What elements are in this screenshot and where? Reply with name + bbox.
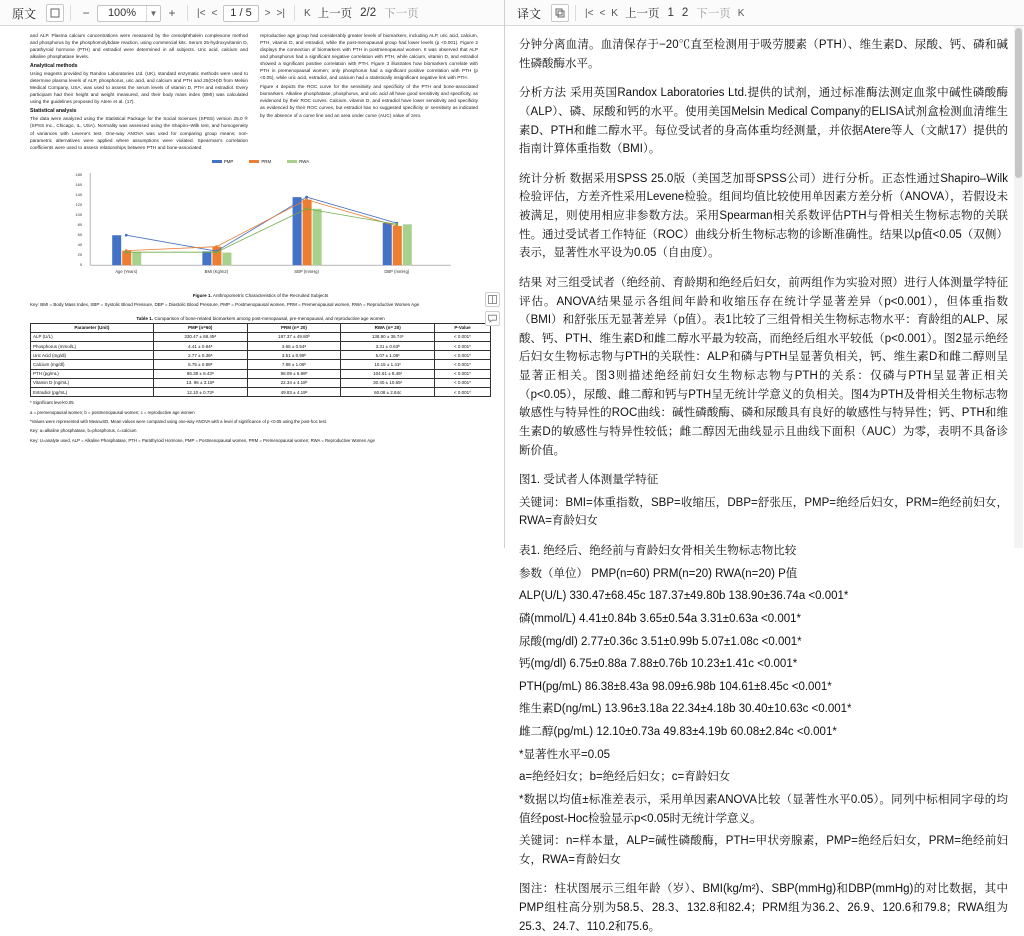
table-cell: Uric Acid (mg/dl) <box>31 351 154 360</box>
prev-page-button[interactable]: < <box>211 7 218 19</box>
divider <box>294 5 295 21</box>
table-cell: Vitamin D (ng/mL) <box>31 378 154 387</box>
translation-figure-key: 关键词：BMI=体重指数，SBP=收缩压，DBP=舒张压，PMP=绝经后妇女，PRM=绝经前妇女，RWA=育龄妇女 <box>519 496 1008 528</box>
table-caption-label: Table 1. <box>136 315 154 321</box>
page-up-icon[interactable]: K <box>303 7 311 19</box>
translation-pane[interactable] <box>505 26 1024 933</box>
table-column-header: PMP (n=60) <box>153 323 247 332</box>
paragraph-analytical-methods: Using reagents provided by Randox Laboratories Ltd. (UK), standard enzymatic methods were used to determine plasma levels of ALP, phosphorus, uric acid, and calcium and PTH and 25(OH)D from Melsin Medical Company, USA, was used to assess the serum levels of vitamin D, PTH and estradiol. Every participant had their height and weight measured, and their body mass index (BMI) was calculated using the guidelines proposed by Atere et al. (17). <box>30 71 248 105</box>
table-row <box>31 351 491 360</box>
svg-text:120: 120 <box>75 201 83 207</box>
zoom-out-button[interactable]: − <box>82 6 90 20</box>
content-panes <box>0 26 1024 933</box>
svg-text:40: 40 <box>77 241 83 247</box>
table-cell: 104.61 ± 8.45ᶜ <box>341 369 435 378</box>
table-column-header: PRM (n= 20) <box>247 323 341 332</box>
table-cell: < 0.001* <box>434 332 490 341</box>
translation-scrollbar[interactable] <box>1014 26 1023 548</box>
translation-prev-page-button[interactable]: < <box>599 7 606 19</box>
table-cell: 12.10 ± 0.73ᵃ <box>153 387 247 396</box>
table-row <box>31 332 491 341</box>
table-footnote: Key: U=analyte used, ALP = Alkaline Phosphatase, PTH = Parathyroid Hormone, PMP = Postmenopausal women, PRM = Premenopausal women; RWA = Reproductive Women Age <box>30 437 375 443</box>
translation-text <box>505 26 1024 936</box>
svg-text:0: 0 <box>79 261 83 267</box>
translation-table-caption: 表1. 绝经后、绝经前与育龄妇女骨相关生物标志物比较 <box>519 545 797 557</box>
translation-table-row: 雌二醇(pg/mL) 12.10±0.73a 49.83±4.19b 60.08±2.84c <0.001* <box>519 726 837 738</box>
scrollbar-thumb[interactable] <box>1015 28 1022 178</box>
table-cell: PTH (pg/mL) <box>31 369 154 378</box>
translation-note: 图注：柱状图展示三组年龄（岁）、BMI(kg/m²)、SBP(mmHg)和DBP(mmHg)的对比数据，其中PMP组柱高分别为58.5、28.3、132.8和82.4；PRM组为36.2、26.9、120.6和79.8；RWA组为25.3、24.7、110.2和75.6。 <box>519 883 1008 933</box>
table-row <box>31 387 491 396</box>
svg-text:DBP (mmHg): DBP (mmHg) <box>384 268 410 274</box>
heading-analytical-methods: Analytical methods <box>30 63 78 70</box>
page-input[interactable]: 1 / 5 <box>223 5 258 22</box>
translation-page-up-icon[interactable]: K <box>611 7 618 19</box>
svg-text:SBP (mmHg): SBP (mmHg) <box>294 268 319 274</box>
translation-paragraph: 统计分析 数据采用SPSS 25.0版（美国芝加哥SPSS公司）进行分析。正态性通过Shapiro–Wilk检验评估，方差齐性采用Levene检验。组间均值比较使用单因素方差分析（ANOVA），若假设未被满足，则使用相应非参数方法。采用Spearman相关系数评估PTH与骨相关生物标志物的关联性。通过受试者工作特征（ROC）曲线分析生物标志物的诊断准确性。结果以p值<0.05（双侧）表示，显著性水平设为0.05（自由度）。 <box>519 172 1008 260</box>
comment-icon[interactable] <box>485 311 500 326</box>
table-cell: Calcium (mg/dl) <box>31 360 154 369</box>
table-cell: 5.07 ± 1.08ᶜ <box>341 351 435 360</box>
figure-caption <box>30 293 491 298</box>
zoom-value: 100% <box>107 7 137 19</box>
legend-item-prm: PRM <box>249 159 271 164</box>
chart-canvas <box>30 165 491 285</box>
heading-statistical-analysis: Statistical analysis <box>30 108 77 115</box>
translation-next-label[interactable]: 下一页 <box>696 8 731 20</box>
document-page <box>0 26 505 548</box>
translation-table-row: PTH(pg/mL) 86.38±8.43a 98.09±6.98b 104.61±8.45c <0.001* <box>519 680 832 693</box>
table-cell: ALP (U/L) <box>31 332 154 341</box>
translation-pane-title: 译文 <box>517 6 542 21</box>
table-caption-text: Comparison of bone-related biomarkers among post-menopausal, pre-menopausal, and reproductive age women <box>153 315 385 321</box>
table-cell: < 0.001* <box>434 351 490 360</box>
translation-note: a=绝经妇女；b=绝经后妇女；c=育龄妇女 <box>519 771 731 784</box>
zoom-select[interactable] <box>97 5 161 22</box>
prev-page-label[interactable]: 上一页 <box>317 8 353 20</box>
table-cell: 4.41 ± 0.84ᵃ <box>153 342 247 351</box>
table-cell: 10.15 ± 1.41ᶜ <box>341 360 435 369</box>
source-toolbar <box>0 0 505 26</box>
divider <box>187 5 188 21</box>
table-cell: 98.09 ± 6.98ᵇ <box>247 369 341 378</box>
next-page-label[interactable]: 下一页 <box>384 8 419 20</box>
svg-text:60: 60 <box>77 231 83 237</box>
zoom-in-button[interactable]: + <box>168 6 176 20</box>
svg-text:80: 80 <box>77 221 83 227</box>
translation-page-down-icon[interactable]: K <box>737 7 745 19</box>
svg-text:180: 180 <box>75 171 83 177</box>
translation-first-page-button[interactable]: |< <box>585 7 594 19</box>
translation-figure-caption: 图1. 受试者人体测量学特征 <box>519 474 659 487</box>
table-cell: < 0.001* <box>434 378 490 387</box>
table-footnote: Key: a=alkaline phosphatase, b=phosphorus, c=calcium <box>30 428 137 434</box>
table-footnote: a = premenopausal women; b = postmenopausal women; c = reproductive age women <box>30 409 195 415</box>
table-cell: < 0.001* <box>434 360 490 369</box>
translation-table-row: 尿酸(mg/dl) 2.77±0.36c 3.51±0.99b 5.07±1.08c <0.001* <box>519 635 802 648</box>
table-cell: < 0.001* <box>434 342 490 351</box>
table-column-header: Parameter (Unit) <box>31 323 154 332</box>
paragraph-statistical-analysis: The data were analyzed using the Statistical Package for the Social Sciences (SPSS) version 25.0 ® (SPSS Inc., Chicago, IL, USA). Normality was assessed using the Shapiro–Wilk test, and homogeneity of variances with Levene's test. One-way ANOVA was used for comparing group means; non-parametric alternatives were applied where assumptions were violated. Spearman's correlation coefficients were used to assess relationships between PTH and bone-associated <box>30 116 248 150</box>
table-row <box>31 378 491 387</box>
table-cell: 187.37 ± 49.80ᵇ <box>247 332 341 341</box>
table-cell: 7.88 ± 1.06ᵇ <box>247 360 341 369</box>
translation-paragraph: 分析方法 采用英国Randox Laboratories Ltd.提供的试剂，通过标准酶法测定血浆中碱性磷酸酶（ALP）、磷、尿酸和钙的水平。使用美国Melsin Medical Company的ELISA试剂盒检测血清维生素D、PTH和雌二醇水平。每位受试者的身高体重均经测量，并依据Atere等人（文献17）提供的指南计算体重指数（BMI）。 <box>519 87 1008 156</box>
chart-legend <box>30 159 491 164</box>
table-cell: 3.65 ± 0.54ᵃ <box>247 342 341 351</box>
table-row <box>31 342 491 351</box>
translation-table-row: 维生素D(ng/mL) 13.96±3.18a 22.34±4.18b 30.40±10.63c <0.001* <box>519 703 852 716</box>
table-column-header: P-Value <box>434 323 490 332</box>
svg-text:BMI (Kg/m2): BMI (Kg/m2) <box>204 268 229 274</box>
copy-icon[interactable] <box>551 4 569 22</box>
figure-key: Key: BMI = Body Mass Index, SBP = Systolic Blood Pressure, DBP = Diastolic Blood Pressure, PMP = Postmenopausal women, PRM = Premenopausal women, RWA = Reproductive Women Age <box>30 301 420 307</box>
figure-caption-text: Anthropometric Characteristics of the Recruited Subjects <box>211 292 329 298</box>
paragraph-intro: and ALP. Plasma calcium concentrations were measured by the cresolphthalein complexone method and phosphorus by the phosphomolybdate reaction, using commercial kits. Serum 25-hydroxyvitamin D, parathyroid hormone (PTH) and estradiol were determined in all subjects. Uric acid, calcium and alkaline phosphatase levels. <box>30 33 248 60</box>
legend-item-rwa: RWA <box>287 159 309 164</box>
translation-table-row: ALP(U/L) 330.47±68.45c 187.37±49.80b 138.90±36.74a <0.001* <box>519 590 849 603</box>
translation-paragraph: 结果 对三组受试者（绝经前、育龄期和绝经后妇女，前两组作为实验对照）进行人体测量学特征评估。ANOVA结果显示各组间年龄和收缩压存在统计学显著差异（p<0.001），但体重指数（BMI）和舒张压无显著差异（p值）。表1比较了三组骨相关生物标志物水平：育龄组的ALP、尿酸、钙、PTH、维生素D和雌二醇水平最为较高，而绝经后组水平较低（p<0.001）。图2显示绝经后妇女生物标志物与PTH的关联性：ALP和磷与PTH呈显著负相关，钙、维生素D和雌二醇则呈显著正相关。图3则描述绝经前妇女生物标志物与PTH的关系：仅磷与PTH呈显著正相关（p<0.05），尿酸、雌二醇和钙与PTH呈无统计学意义的负相关。图4为PTH及骨相关生物标志物敏感性与特异性的ROC曲线：碱性磷酸酶、磷和尿酸具有良好的敏感性与特异性；钙、PTH和维生素D的敏感性与特异性较低；雌二醇因无曲线显示且曲线下面积（AUC）为零，表明不具备诊断价值。 <box>519 276 1008 457</box>
table-cell: 60.08 ± 2.84c <box>341 387 435 396</box>
table-cell: Phosphorus (mmol/L) <box>31 342 154 351</box>
translation-note: *显著性水平=0.05 <box>519 748 611 761</box>
translation-table-row: 钙(mg/dl) 6.75±0.88a 7.88±0.76b 10.23±1.41c <0.001* <box>519 658 798 671</box>
svg-text:100: 100 <box>75 211 83 217</box>
translation-table-row: 磷(mmol/L) 4.41±0.84b 3.65±0.54a 3.31±0.63a <0.001* <box>519 612 802 625</box>
table-cell: 49.83 ± 4.19ᵇ <box>247 387 341 396</box>
translation-paragraph: 分钟分离血清。血清保存于−20℃直至检测用于吸劳腰素（PTH）、维生素D、尿酸、钙、磷和碱性磷酸酶水平。 <box>519 39 1008 70</box>
svg-text:Age (Years): Age (Years) <box>115 268 138 274</box>
source-document-pane[interactable] <box>0 26 505 548</box>
table-body <box>31 332 491 396</box>
last-page-button[interactable]: >| <box>276 7 285 19</box>
table-cell: 3.31 ± 0.63ᵇ <box>341 342 435 351</box>
svg-text:160: 160 <box>75 181 83 187</box>
translation-toolbar <box>505 0 1024 26</box>
column-right <box>260 32 478 153</box>
chevron-down-icon[interactable]: ▼ <box>146 6 160 21</box>
table-cell: 30.40 ± 10.65ᶜ <box>341 378 435 387</box>
translation-mid-label: 2 <box>681 7 689 19</box>
table-footnote: * Significant level<0.05 <box>30 400 74 406</box>
table-footnote: *Values were represented with Mean±SD. Mean values were compared using one-way ANOVA with a level of significance of p <0.05 using the post-hoc test. <box>30 419 328 425</box>
translation-prev-label[interactable]: 上一页 <box>624 8 660 20</box>
table-cell: 2.77 ± 0.36ᵃ <box>153 351 247 360</box>
floating-action-buttons <box>485 292 500 326</box>
compare-icon[interactable] <box>485 292 500 307</box>
biomarker-table <box>30 323 491 398</box>
divider <box>70 5 71 21</box>
figure-caption-label: Figure 1. <box>192 292 212 298</box>
table-cell: 3.51 ± 0.99ᵇ <box>247 351 341 360</box>
toolbar-row <box>0 0 1024 26</box>
table-row <box>31 360 491 369</box>
table-cell: < 0.001* <box>434 369 490 378</box>
table-cell: < 0.001* <box>434 387 490 396</box>
table-cell: Estradiol (pg/mL) <box>31 387 154 396</box>
legend-item-pmp: PMP <box>212 159 234 164</box>
column-left <box>30 32 248 153</box>
translation-page-value: 1 <box>667 7 674 19</box>
translation-note: *数据以均值±标准差表示，采用单因素ANOVA比较（显著性水平0.05）。同列中标相同字母的均值经post-Hoc检验显示p<0.05时无统计学意义。 <box>519 793 1008 825</box>
svg-text:20: 20 <box>77 251 83 257</box>
table-cell: 6.75 ± 0.88ᵃ <box>153 360 247 369</box>
table-cell: 86.38 ± 8.43ᵃ <box>153 369 247 378</box>
table-cell: 13. 96 ± 3.18ᵃ <box>153 378 247 387</box>
two-column-body <box>30 32 491 153</box>
table-cell: 22.34 ± 4.18ᵇ <box>247 378 341 387</box>
paragraph-results-b: Figure 4 depicts the ROC curve for the sensitivity and specificity of the PTH and bone-associated biomarkers. Alkaline phosphatase, phosphorus, and uric acid all have good sensitivity and specificity, as evidenced by their ROC curves. Calcium, vitamin D, and estradiol have lower sensitivity and specificity as evidenced by their ROC curves, but estradiol has no suggested specificity or sensitivity as indicated by the absence of a curve line and an area under curve (AUC) value of zero. <box>260 84 478 118</box>
table-caption <box>30 316 491 321</box>
next-page-button[interactable]: > <box>264 7 271 19</box>
paragraph-results-a: reproductive age group had considerably greater levels of biomarkers, including ALP, uric acid, calcium, PTH, vitamin D, and estradiol, while the post-menopausal group had lower levels (p <0.001). Figure 2 displays the connection of biomarkers with PTH in postmenopausal women. It was observed that ALP and phosphorus had a significant negative correlation with PTH, while calcium, vitamin D, and estradiol showed a significant positive correlation with PTH. Figure 3 illustrates how biomarkers correlate with PTH in premenopausal women; only phosphorus had a significant positive correlation with PTH (p <0.05), while uric acid, estradiol, and calcium had a statistically insignificant negative link with PTH. <box>260 33 478 81</box>
table-header-row <box>31 323 491 332</box>
first-page-button[interactable]: |< <box>197 7 206 19</box>
table-footnotes <box>30 400 491 444</box>
translation-table-header: 参数（单位） PMP(n=60) PRM(n=20) RWA(n=20) P值 <box>519 567 798 580</box>
table-cell: 138.90 ± 36.74ᶜ <box>341 332 435 341</box>
divider <box>575 5 576 21</box>
table-cell: 330.47 ± 68.45ᵃ <box>153 332 247 341</box>
figure-1 <box>30 159 491 309</box>
table-column-header: RWA (n= 20) <box>341 323 435 332</box>
source-pane-title: 原文 <box>12 6 37 21</box>
fit-width-icon[interactable] <box>46 4 64 22</box>
svg-text:140: 140 <box>75 191 83 197</box>
page-indicator: 2/2 <box>360 7 377 19</box>
translation-note: 关键词：n=样本量，ALP=碱性磷酸酶，PTH=甲状旁腺素，PMP=绝经后妇女，PRM=绝经前妇女，RWA=育龄妇女 <box>519 835 1008 866</box>
table-row <box>31 369 491 378</box>
